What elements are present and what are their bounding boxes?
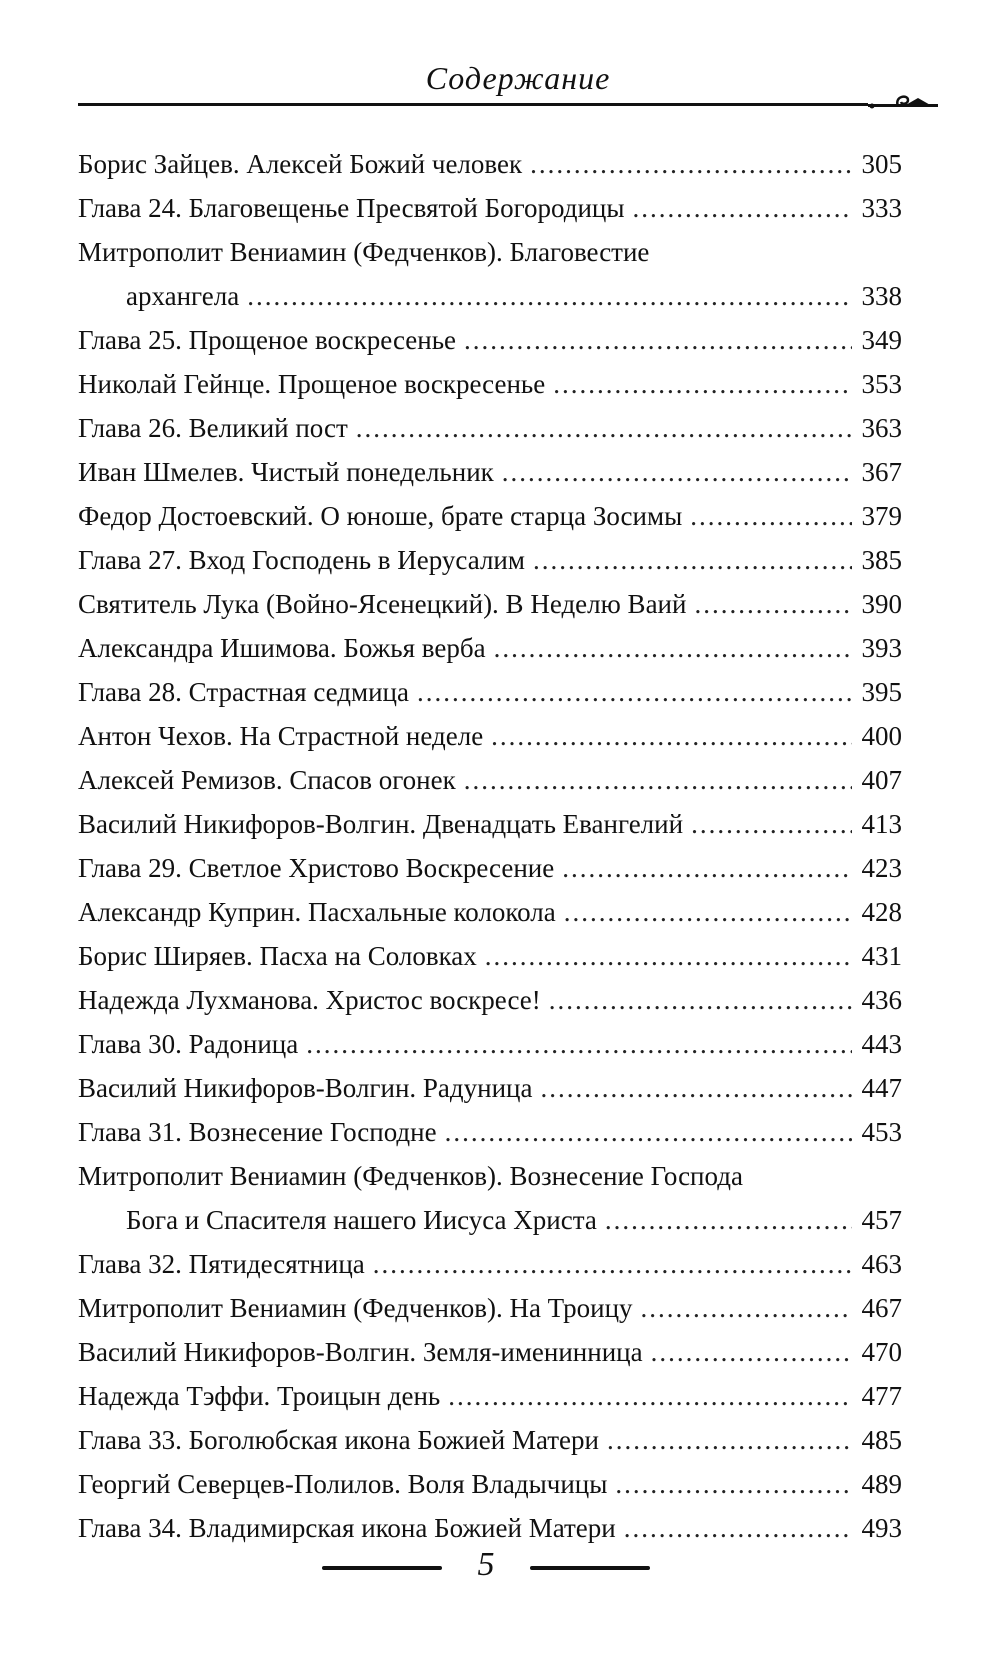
toc-entry-title: архангела [126,281,240,311]
toc-entry [78,758,902,802]
dot-leader [464,318,852,362]
toc-entry-page: 338 [861,281,902,311]
toc-entry-title: Борис Зайцев. Алексей Божий человек [78,149,523,179]
dot-leader [417,670,852,714]
footer-rule-left [322,1566,442,1570]
toc-entry-title: Митрополит Вениамин (Федченков). Благовестие [78,237,650,267]
toc-entry [78,230,902,318]
dot-leader [445,1110,852,1154]
dot-leader [491,714,852,758]
dot-leader [306,1022,852,1066]
dot-leader [694,582,852,626]
toc-entry-title: Николай Гейнце. Прощеное воскресенье [78,369,546,399]
toc-entry [78,670,902,714]
page-footer [0,1548,1000,1588]
dot-leader [641,1286,852,1330]
dot-leader [373,1242,852,1286]
toc-entry [78,802,902,846]
toc-entry [78,142,902,186]
toc-entry-title: Василий Никифоров-Волгин. Двенадцать Евангелий [78,809,684,839]
toc-entry [78,1462,902,1506]
dot-leader [549,978,852,1022]
toc-entry-page: 363 [861,413,902,443]
header-title: Содержание [425,60,611,96]
dot-leader [607,1418,852,1462]
toc-entry-page: 423 [861,853,902,883]
toc-entry-page: 457 [861,1205,902,1235]
toc-entry-page: 407 [861,765,902,795]
toc-entry-page: 395 [861,677,902,707]
table-of-contents [78,142,902,1550]
dot-leader [562,846,852,890]
toc-entry-page: 349 [861,325,902,355]
toc-entry [78,494,902,538]
toc-entry-title: Глава 25. Прощеное воскресенье [78,325,456,355]
header-rule [78,103,868,106]
toc-entry-page: 413 [861,809,902,839]
toc-entry-title: Глава 30. Радоница [78,1029,299,1059]
toc-entry-page: 390 [861,589,902,619]
toc-entry [78,1418,902,1462]
dot-leader [605,1198,852,1242]
toc-entry [78,846,902,890]
dot-leader [464,758,852,802]
toc-entry-page: 453 [861,1117,902,1147]
running-header [78,56,958,112]
toc-entry [78,1154,902,1242]
toc-entry-title: Святитель Лука (Войно-Ясенецкий). В Неделю Ваий [78,589,687,619]
toc-entry-title: Глава 27. Вход Господень в Иерусалим [78,545,525,575]
toc-entry-title: Иван Шмелев. Чистый понедельник [78,457,494,487]
toc-entry [78,714,902,758]
toc-entry [78,362,902,406]
toc-entry-page: 447 [861,1073,902,1103]
toc-entry [78,450,902,494]
toc-entry-page: 493 [861,1513,902,1543]
toc-entry-page: 305 [861,149,902,179]
toc-entry-page: 367 [861,457,902,487]
dot-leader [247,274,852,318]
toc-entry-title: Глава 24. Благовещенье Пресвятой Богородицы [78,193,625,223]
toc-entry-title: Василий Никифоров-Волгин. Радуница [78,1073,533,1103]
toc-entry-page: 467 [861,1293,902,1323]
toc-entry-title: Александр Куприн. Пасхальные колокола [78,897,556,927]
toc-entry [78,1286,902,1330]
dot-leader [530,142,852,186]
dot-leader [494,626,852,670]
toc-entry [78,406,902,450]
toc-entry [78,890,902,934]
toc-entry-page: 477 [861,1381,902,1411]
dot-leader [633,186,852,230]
toc-entry-page: 436 [861,985,902,1015]
toc-entry-title: Глава 32. Пятидесятница [78,1249,365,1279]
dot-leader [448,1374,852,1418]
toc-entry-title: Алексей Ремизов. Спасов огонек [78,765,456,795]
toc-entry-title: Георгий Северцев-Полилов. Воля Владычицы [78,1469,608,1499]
dot-leader [564,890,852,934]
toc-entry-title: Бога и Спасителя нашего Иисуса Христа [126,1205,597,1235]
toc-entry [78,934,902,978]
dot-leader [540,1066,852,1110]
toc-entry-title: Глава 26. Великий пост [78,413,348,443]
toc-entry-page: 463 [861,1249,902,1279]
toc-entry-page: 485 [861,1425,902,1455]
toc-entry-page: 333 [861,193,902,223]
dot-leader [485,934,852,978]
toc-entry [78,318,902,362]
toc-entry-title: Александра Ишимова. Божья верба [78,633,486,663]
toc-entry-page: 379 [861,501,902,531]
dot-leader [553,362,852,406]
toc-entry-title: Федор Достоевский. О юноше, брате старца Зосимы [78,501,683,531]
toc-entry-page: 353 [861,369,902,399]
toc-entry-page: 428 [861,897,902,927]
dot-leader [624,1506,852,1550]
toc-entry-page: 470 [861,1337,902,1367]
dot-leader [615,1462,852,1506]
toc-entry-page: 385 [861,545,902,575]
toc-entry-title: Глава 31. Вознесение Господне [78,1117,437,1147]
toc-entry-page: 443 [861,1029,902,1059]
toc-entry-title: Борис Ширяев. Пасха на Соловках [78,941,477,971]
dot-leader [533,538,852,582]
toc-entry [78,538,902,582]
toc-entry-page: 431 [861,941,902,971]
toc-entry [78,1066,902,1110]
toc-entry-title: Глава 33. Боголюбская икона Божией Матери [78,1425,599,1455]
toc-entry [78,626,902,670]
toc-entry [78,1242,902,1286]
toc-entry-title: Антон Чехов. На Страстной неделе [78,721,484,751]
dot-leader [651,1330,852,1374]
toc-entry [78,978,902,1022]
toc-entry-title: Надежда Тэффи. Троицын день [78,1381,441,1411]
dot-leader [502,450,852,494]
dot-leader [690,494,852,538]
toc-entry-title: Глава 28. Страстная седмица [78,677,409,707]
toc-entry-page: 393 [861,633,902,663]
toc-entry [78,1110,902,1154]
toc-entry-title: Митрополит Вениамин (Федченков). Вознесение Господа [78,1161,743,1191]
dot-leader [691,802,852,846]
toc-entry-title: Надежда Лухманова. Христос воскресе! [78,985,541,1015]
toc-entry-title: Василий Никифоров-Волгин. Земля-именинница [78,1337,643,1367]
toc-entry [78,186,902,230]
toc-entry-title: Митрополит Вениамин (Федченков). На Троицу [78,1293,633,1323]
toc-entry-page: 489 [861,1469,902,1499]
toc-entry [78,1022,902,1066]
toc-entry [78,1330,902,1374]
toc-entry [78,1374,902,1418]
footer-rule-right [530,1566,650,1570]
toc-entry [78,1506,902,1550]
dot-leader [356,406,852,450]
page-number: 5 [477,1546,495,1583]
toc-entry-title: Глава 29. Светлое Христово Воскресение [78,853,555,883]
header-ornament-icon [868,86,938,112]
toc-entry-title: Глава 34. Владимирская икона Божией Матери [78,1513,616,1543]
toc-entry [78,582,902,626]
toc-entry-page: 400 [861,721,902,751]
